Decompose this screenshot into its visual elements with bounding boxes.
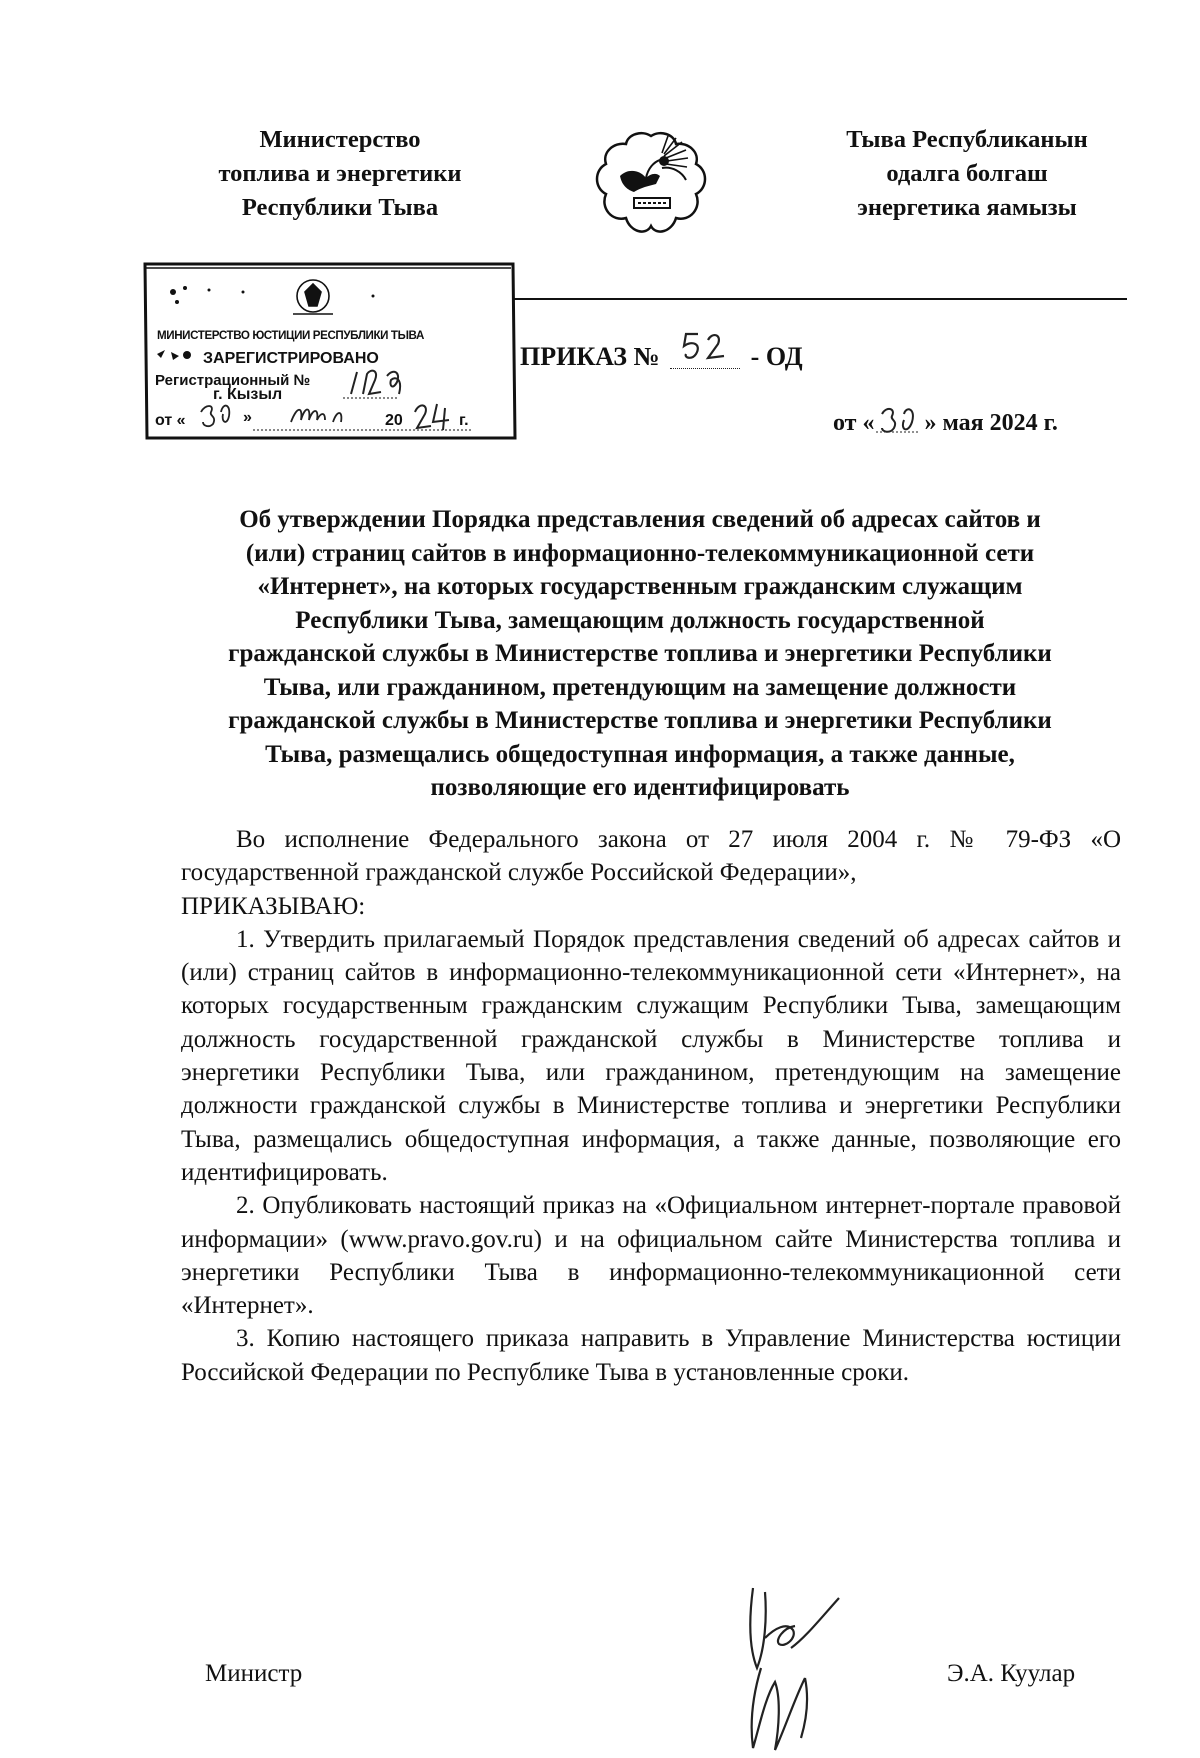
svg-text:»: » <box>243 409 252 426</box>
header-right-line: энергетика яамызы <box>857 194 1077 221</box>
stamp-year-handwritten <box>409 398 459 434</box>
stamp-year-prefix: 20 <box>385 412 403 429</box>
coat-of-arms-emblem <box>590 128 712 238</box>
stamp-city: г. Кызыл <box>213 386 283 403</box>
header-left-line: Республики Тыва <box>241 194 439 221</box>
title-line: гражданской службы в Министерстве топлива и энергетики Республики <box>228 707 1052 734</box>
order-date-prefix: от « <box>833 410 875 436</box>
order-date-line <box>833 404 1058 437</box>
title-line: Республики Тыва, замещающим должность государственной <box>295 606 985 634</box>
order-number-line <box>520 336 803 372</box>
ministry-name-tuvan <box>812 123 1122 225</box>
order-date-suffix: » мая 2024 г. <box>924 410 1058 436</box>
title-line: Тыва, или гражданином, претендующим на замещение должности <box>263 673 1017 701</box>
item-1-paragraph: 1. Утвердить прилагаемый Порядок представления сведений об адресах сайтов и (или) страниц сайтов в информационно-телекоммуникационной сети «Интернет», на которых государственным гражданским служащим Республики Тыва, замещающим должность государственной гражданской службы в Министерстве топлива и энергетики Республики Тыва, или гражданином, претендующим на замещение должности гражданской службы в Министерстве топлива и энергетики Республики Тыва, размещались общедоступная информация, а также данные, позволяющие его идентифицировать. <box>181 925 1121 1186</box>
stamp-year-end: г. <box>459 412 469 429</box>
document-body <box>181 823 1121 1389</box>
order-day-handwritten <box>874 404 922 434</box>
order-directive: ПРИКАЗЫВАЮ: <box>181 892 366 920</box>
order-suffix: - ОД <box>750 342 803 371</box>
ministry-name-russian <box>185 123 495 225</box>
header-right-line: одалга болгаш <box>886 160 1048 187</box>
item-3-paragraph: 3. Копию настоящего приказа направить в Управление Министерства юстиции Российской Федерации по Республике Тыва в установленные сроки. <box>181 1325 1121 1386</box>
title-line: «Интернет», на которых государственным гражданским служащим <box>257 573 1023 600</box>
header-left-line: Министерство <box>259 126 421 153</box>
header-right-line: Тыва Республиканын <box>846 126 1088 153</box>
stamp-reg-number-label: Регистрационный № <box>155 372 311 389</box>
title-line: Тыва, размещались общедоступная информация, а также данные, <box>265 740 1015 768</box>
handwritten-signature <box>735 1578 855 1758</box>
document-title <box>165 503 1115 805</box>
stamp-registered-text: ЗАРЕГИСТРИРОВАНО <box>203 350 379 367</box>
title-line: гражданской службы в Министерстве топлива и энергетики Республики <box>228 640 1052 667</box>
stamp-star-icon <box>157 350 191 360</box>
order-number-slot <box>670 340 740 369</box>
item-2-paragraph: 2. Опубликовать настоящий приказ на «Официальном интернет-портале правовой информации» (www.pravo.gov.ru) и на официальном сайте Министерства топлива и энергетики Республики Тыва в информационно-телекоммуникационной сети «Интернет». <box>181 1192 1121 1320</box>
title-line: Об утверждении Порядка представления сведений об адресах сайтов и <box>239 506 1041 533</box>
title-line: позволяющие его идентифицировать <box>430 774 850 801</box>
stamp-date-prefix: от « <box>155 412 186 429</box>
stamp-date-handwritten <box>191 392 391 432</box>
order-number-handwritten <box>678 326 738 366</box>
order-day-slot <box>874 404 924 437</box>
registration-stamp <box>143 262 518 440</box>
stamp-ministry-text: МИНИСТЕРСТВО ЮСТИЦИИ РЕСПУБЛИКИ ТЫВА <box>157 329 424 342</box>
header-divider-line <box>514 298 1127 300</box>
signatory-name: Э.А. Куулар <box>947 1660 1076 1687</box>
title-line: (или) страниц сайтов в информационно-телекоммуникационной сети <box>245 539 1035 567</box>
stamp-emblem-icon <box>293 280 333 314</box>
signatory-position: Министр <box>205 1660 303 1687</box>
header-left-line: топлива и энергетики <box>218 160 462 187</box>
preamble-paragraph: Во исполнение Федерального закона от 27 июля 2004 г. № 79-ФЗ «О государственной гражданской службе Российской Федерации», <box>181 826 1121 887</box>
order-label: ПРИКАЗ № <box>520 342 660 371</box>
